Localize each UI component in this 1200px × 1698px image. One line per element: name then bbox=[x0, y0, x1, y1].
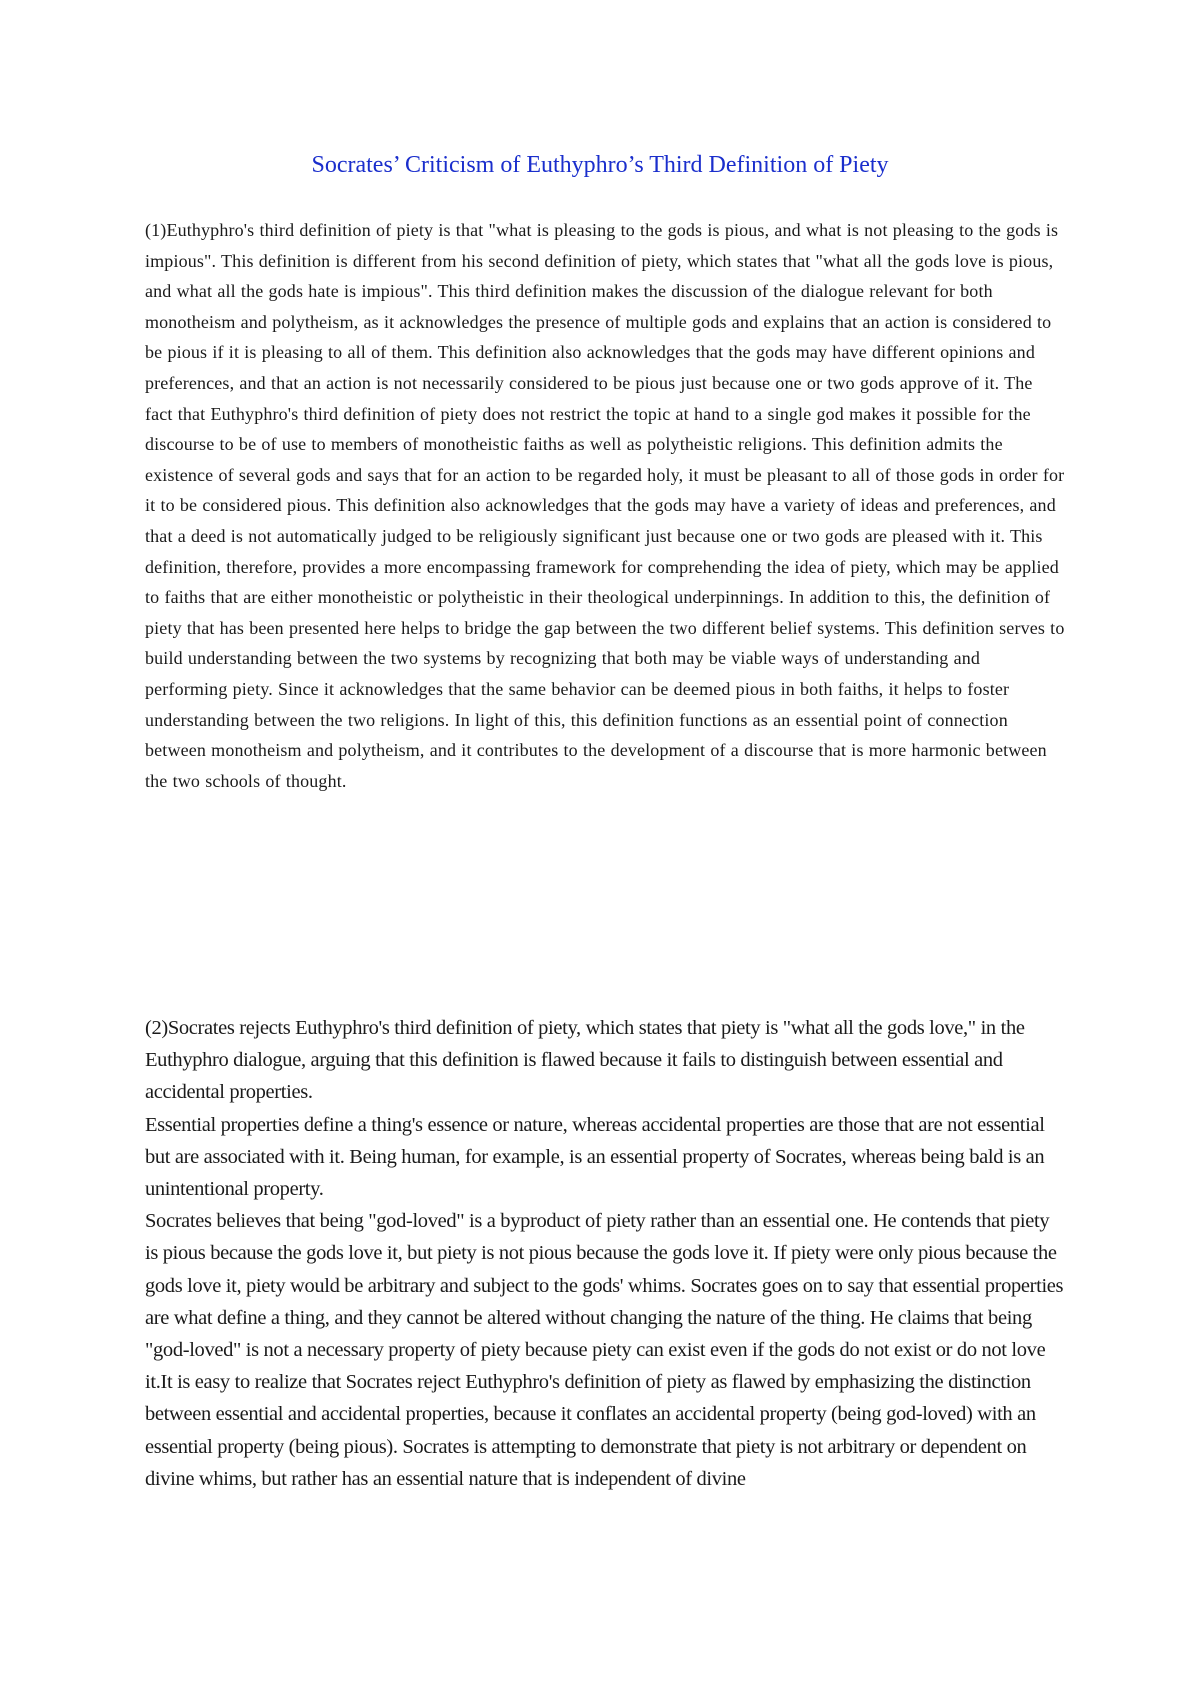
section-2-paragraph-2: Essential properties define a thing's essence or nature, whereas accidental properties are those that are not essential but are associated with it. Being human, for example, is an essential property of Socrates, whereas being bald is an unintentional property. bbox=[145, 1113, 1045, 1201]
section-2-paragraph-1: (2)Socrates rejects Euthyphro's third definition of piety, which states that piety is "what all the gods love," in the Euthyphro dialogue, arguing that this definition is flawed because it fails to distinguish between essential and accidental properties. bbox=[145, 1017, 1025, 1104]
section-1-paragraph: (1)Euthyphro's third definition of piety is that "what is pleasing to the gods is pious, and what is not pleasing to the gods is impious". This definition is different from his second definition of piety, which states that "what all the gods love is pious, and what all the gods hate is impious". This third definition makes the discussion of the dialogue relevant for both monotheism and polytheism, as it acknowledges the presence of multiple gods and explains that an action is considered to be pious if it is pleasing to all of them. This definition also acknowledges that the gods may have different opinions and preferences, and that an action is not necessarily considered to be pious just because one or two gods approve of it. The fact that Euthyphro's third definition of piety does not restrict the topic at hand to a single god makes it possible for the discourse to be of use to members of monotheistic faiths as well as polytheistic religions. This definition admits the existence of several gods and says that for an action to be regarded holy, it must be pleasant to all of those gods in order for it to be considered pious. This definition also acknowledges that the gods may have a variety of ideas and preferences, and that a deed is not automatically judged to be religiously significant just because one or two gods are pleased with it. This definition, therefore, provides a more encompassing framework for comprehending the idea of piety, which may be applied to faiths that are either monotheistic or polytheistic in their theological underpinnings. In addition to this, the definition of piety that has been presented here helps to bridge the gap between the two different belief systems. This definition serves to build understanding between the two systems by recognizing that both may be viable ways of understanding and performing piety. Since it acknowledges that the same behavior can be deemed pious in both faiths, it helps to foster understanding between the two religions. In light of this, this definition functions as an essential point of connection between monotheism and polytheism, and it contributes to the development of a discourse that is more harmonic between the two schools of thought. bbox=[145, 220, 1065, 791]
section-2-paragraph-3: Socrates believes that being "god-loved" is a byproduct of piety rather than an essential one. He contends that piety is pious because the gods love it, but piety is not pious because the gods love it. If piety were only pious because the gods love it, piety would be arbitrary and subject to the gods' whims. Socrates goes on to say that essential properties are what define a thing, and they cannot be altered without changing the nature of the thing. He claims that being "god-loved" is not a necessary property of piety because piety can exist even if the gods do not exist or do not love it.It is easy to realize that Socrates reject Euthyphro's definition of piety as flawed by emphasizing the distinction between essential and accidental properties, because it conflates an accidental property (being god-loved) with an essential property (being pious). Socrates is attempting to demonstrate that piety is not arbitrary or dependent on divine whims, but rather has an essential nature that is independent of divine bbox=[145, 1210, 1064, 1490]
section-2 bbox=[145, 1012, 1065, 1495]
document-title: Socrates’ Criticism of Euthyphro’s Third Definition of Piety bbox=[311, 152, 889, 178]
